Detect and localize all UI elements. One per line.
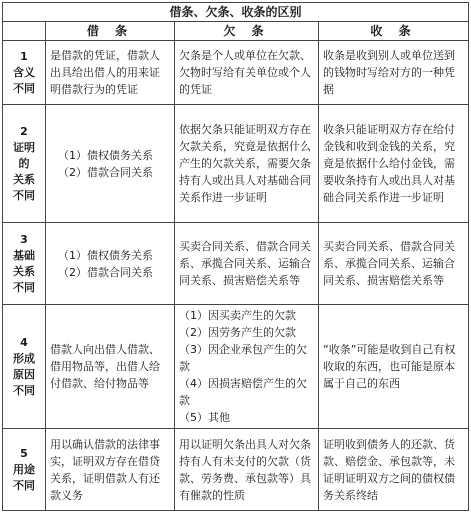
cell-shou-1: 收条是收到别人或单位送到的钱物时写给对方的一种凭据 (319, 41, 469, 105)
cell-qian-4: （1）因买卖产生的欠款 （2）因劳务产生的欠款 （3）因企业承包产生的欠款 （4）因损害赔偿产生的欠款 （5）其他 (175, 305, 319, 429)
cell-shou-4: “收条”可能是收到自己有权收取的东西，也可能是原本属于自己的东西 (319, 305, 469, 429)
row-label-5: 5 用途 不同 (3, 429, 46, 511)
cell-jie-2: （1）债权债务关系 （2）借款合同关系 (46, 105, 175, 223)
cell-jie-5: 用以确认借款的法律事实，证明双方存在借贷关系，证明借款人有还款义务 (46, 429, 175, 511)
table-row (3, 105, 469, 223)
cell-qian-1: 欠条是个人或单位在欠款、欠物时写给有关单位或个人的凭证 (175, 41, 319, 105)
cell-jie-1: 是借款的凭证，借款人出具给出借人的用来证明借款行为的凭证 (46, 41, 175, 105)
cell-shou-3: 买卖合同关系、借款合同关系、承揽合同关系、运输合同关系、损害赔偿关系等 (319, 223, 469, 305)
header-empty-cell (3, 22, 46, 41)
cell-qian-3: 买卖合同关系、借款合同关系、承揽合同关系、运输合同关系、损害赔偿关系等 (175, 223, 319, 305)
header-jie: 借 条 (46, 22, 175, 41)
table-row (3, 41, 469, 105)
header-shou: 收 条 (319, 22, 469, 41)
row-label-2: 2 证明 的 关系 不同 (3, 105, 46, 223)
row-label-1: 1 含义 不同 (3, 41, 46, 105)
cell-qian-5: 用以证明欠条出具人对欠条持有人有未支付的欠款（货款、劳务费、承包款等）具有催款的性质 (175, 429, 319, 511)
table-row (3, 305, 469, 429)
row-label-4: 4 形成 原因 不同 (3, 305, 46, 429)
table-row (3, 223, 469, 305)
cell-shou-5: 证明收到债务人的还款、货款、赔偿金、承包款等，未证明证明双方之间的债权债务关系终结 (319, 429, 469, 511)
header-qian: 欠 条 (175, 22, 319, 41)
table-title: 借条、欠条、收条的区别 (3, 3, 469, 22)
table-row (3, 429, 469, 511)
comparison-table (2, 2, 469, 511)
cell-shou-2: 收条只能证明双方存在给付金钱和收到金钱的关系，究竟是依据什么给付金钱，需要收条持有人或出具人对基础合同关系作进一步证明 (319, 105, 469, 223)
cell-jie-4: 借款人向出借人借款、借用物品等，出借人给付借款、给付物品等 (46, 305, 175, 429)
cell-jie-3: （1）债权债务关系 （2）借款合同关系 (46, 223, 175, 305)
row-label-3: 3 基础 关系 不同 (3, 223, 46, 305)
cell-qian-2: 依据欠条只能证明双方存在欠款关系，究竟是依据什么产生的欠款关系，需要欠条持有人或出具人对基础合同关系作进一步证明 (175, 105, 319, 223)
